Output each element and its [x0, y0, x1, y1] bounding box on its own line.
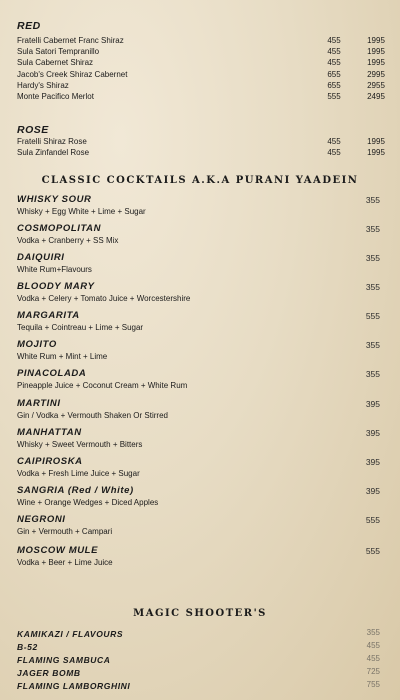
- cocktail-name: MANHATTAN: [17, 427, 82, 438]
- shooter-item: [17, 653, 387, 665]
- red-wine-heading: RED: [17, 20, 41, 32]
- cocktail-price: 355: [365, 253, 380, 263]
- shooter-item: [17, 640, 387, 652]
- shooter-price: 355: [366, 628, 380, 637]
- magic-shooters-title: MAGIC SHOOTER'S: [133, 608, 267, 619]
- cocktail-ingredients: Pineapple Juice + Coconut Cream + White Rum: [17, 381, 188, 390]
- cocktail-item: [17, 281, 387, 304]
- cocktail-name: MARGARITA: [17, 310, 80, 321]
- cocktail-name: SANGRIA (Red / White): [17, 485, 134, 496]
- cocktail-name: PINACOLADA: [17, 368, 87, 379]
- shooter-name: FLAMING LAMBORGHINI: [17, 681, 131, 691]
- cocktail-item: [17, 456, 387, 479]
- wine-row: [17, 46, 387, 58]
- shooter-price: 455: [366, 641, 380, 650]
- cocktail-price: 355: [365, 340, 380, 350]
- wine-row: [17, 35, 387, 47]
- glass-price: 655: [327, 69, 341, 79]
- classic-cocktails-title: CLASSIC COCKTAILS A.K.A PURANI YAADEIN: [41, 175, 359, 186]
- cocktail-ingredients: Whisky + Sweet Vermouth + Bitters: [17, 440, 143, 449]
- wine-row: [17, 69, 387, 81]
- wine-name: Fratelli Shiraz Rose: [17, 137, 87, 146]
- cocktail-price: 355: [365, 369, 380, 379]
- cocktail-name: MARTINI: [17, 398, 61, 409]
- cocktail-ingredients: White Rum + Mint + Lime: [17, 352, 108, 361]
- glass-price: 655: [327, 80, 341, 90]
- shooter-item: [17, 679, 387, 691]
- cocktail-price: 555: [365, 311, 380, 321]
- cocktail-item: [17, 252, 387, 275]
- cocktail-item: [17, 194, 387, 217]
- bottle-price: 1995: [367, 148, 385, 158]
- wine-name: Monte Pacifico Merlot: [17, 92, 94, 101]
- wine-name: Sula Cabernet Shiraz: [17, 58, 94, 68]
- cocktail-ingredients: Wine + Orange Wedges + Diced Apples: [17, 498, 159, 507]
- cocktail-ingredients: Whisky + Egg White + Lime + Sugar: [17, 207, 146, 216]
- cocktail-item: [17, 514, 387, 537]
- shooter-item: [17, 627, 387, 639]
- wine-name: Sula Satori Tempranillo: [17, 47, 100, 57]
- cocktail-ingredients: Vodka + Celery + Tomato Juice + Worcestershire: [17, 294, 191, 303]
- cocktail-item: [17, 223, 387, 246]
- cocktail-name: DAIQUIRI: [17, 252, 65, 263]
- cocktail-price: 355: [365, 195, 380, 205]
- cocktail-price: 395: [365, 486, 380, 496]
- wine-name: Jacob's Creek Shiraz Cabernet: [17, 69, 128, 79]
- cocktail-name: NEGRONI: [17, 514, 66, 525]
- glass-price: 455: [327, 137, 341, 146]
- cocktail-ingredients: Tequila + Cointreau + Lime + Sugar: [17, 323, 144, 332]
- wine-name: Hardy's Shiraz: [17, 80, 69, 90]
- shooter-name: JAGER BOMB: [17, 668, 81, 678]
- cocktail-item: [17, 485, 387, 508]
- bottle-price: 2955: [367, 80, 385, 90]
- shooter-item: [17, 666, 387, 678]
- glass-price: 455: [327, 47, 341, 57]
- wine-row: [17, 136, 387, 148]
- cocktail-price: 395: [365, 428, 380, 438]
- cocktail-ingredients: Vodka + Beer + Lime Juice: [17, 558, 113, 567]
- glass-price: 455: [327, 148, 341, 158]
- cocktail-price: 555: [365, 515, 380, 525]
- bottle-price: 1995: [367, 137, 385, 146]
- cocktail-price: 395: [365, 457, 380, 467]
- cocktail-ingredients: White Rum+Flavours: [17, 265, 92, 274]
- wine-name: Fratelli Cabernet Franc Shiraz: [17, 36, 124, 45]
- cocktail-price: 555: [365, 546, 380, 556]
- glass-price: 455: [327, 36, 341, 45]
- cocktail-item: [17, 368, 387, 391]
- cocktail-name: MOJITO: [17, 339, 57, 350]
- cocktail-price: 355: [365, 282, 380, 292]
- rose-wine-heading: ROSE: [17, 124, 49, 136]
- cocktail-name: BLOODY MARY: [17, 281, 95, 292]
- bottle-price: 1995: [367, 58, 385, 68]
- bottle-price: 1995: [367, 36, 385, 45]
- shooter-name: B-52: [17, 642, 38, 652]
- cocktail-name: CAIPIROSKA: [17, 456, 83, 467]
- cocktail-ingredients: Gin + Vermouth + Campari: [17, 527, 113, 536]
- wine-row: [17, 147, 387, 159]
- cocktail-item: [17, 339, 387, 362]
- glass-price: 455: [327, 58, 341, 68]
- cocktail-ingredients: Vodka + Cranberry + SS Mix: [17, 236, 119, 245]
- cocktail-item: [17, 427, 387, 450]
- cocktail-name: COSMOPOLITAN: [17, 223, 102, 234]
- cocktail-item: [17, 545, 387, 568]
- wine-row: [17, 91, 387, 103]
- cocktail-item: [17, 398, 387, 421]
- cocktail-item: [17, 310, 387, 333]
- shooter-price: 755: [366, 680, 380, 689]
- cocktail-price: 355: [365, 224, 380, 234]
- cocktail-name: WHISKY SOUR: [17, 194, 92, 205]
- shooter-price: 725: [366, 667, 380, 676]
- cocktail-ingredients: Vodka + Fresh Lime Juice + Sugar: [17, 469, 140, 478]
- shooter-name: FLAMING SAMBUCA: [17, 655, 111, 665]
- bottle-price: 1995: [367, 47, 385, 57]
- bottle-price: 2495: [367, 92, 385, 101]
- shooter-price: 455: [366, 654, 380, 663]
- glass-price: 555: [327, 92, 341, 101]
- cocktail-name: MOSCOW MULE: [17, 545, 99, 556]
- bottle-price: 2995: [367, 69, 385, 79]
- cocktail-ingredients: Gin / Vodka + Vermouth Shaken Or Stirred: [17, 411, 168, 420]
- wine-row: [17, 80, 387, 92]
- wine-name: Sula Zinfandel Rose: [17, 148, 90, 158]
- wine-row: [17, 57, 387, 69]
- shooter-name: KAMIKAZI / FLAVOURS: [17, 629, 124, 639]
- cocktail-price: 395: [365, 399, 380, 409]
